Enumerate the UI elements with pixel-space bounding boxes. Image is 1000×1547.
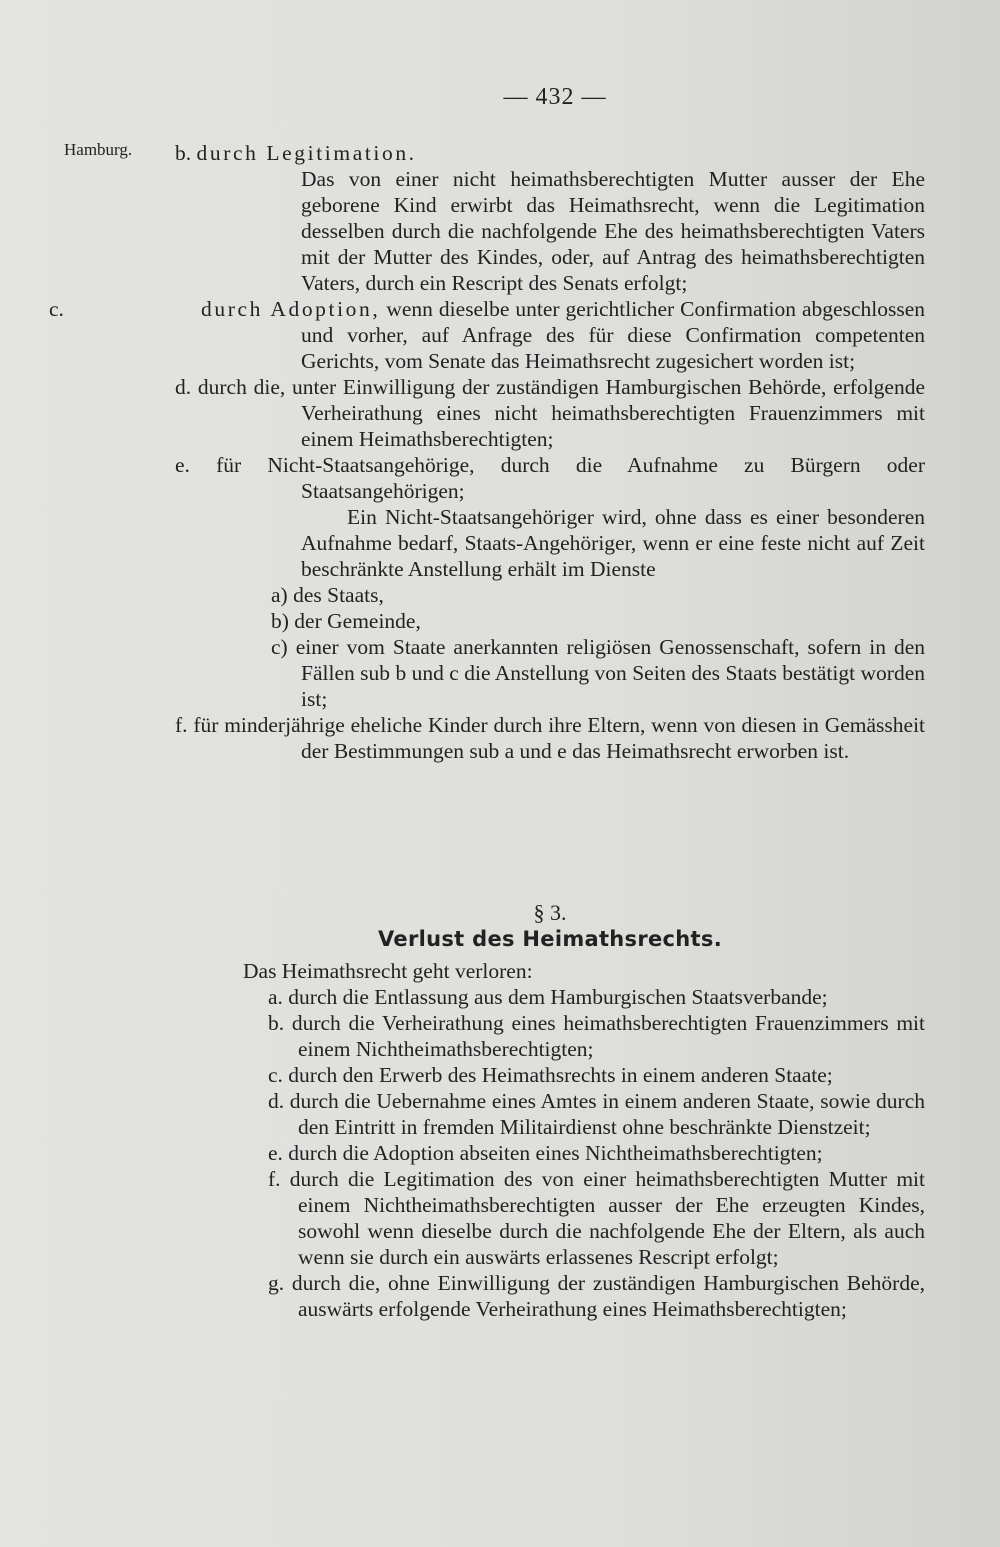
item-e-paragraph: Ein Nicht-Staatsangehöriger wird, ohne dass es einer besonderen Aufnahme bedarf, Staats-Angehöriger, wenn er eine feste nicht auf Zeit beschränkte Anstellung erhält im Dienste — [301, 505, 925, 581]
loss-e-text: durch die Adoption abseiten eines Nichtheimathsberechtigten; — [288, 1141, 823, 1165]
item-c-heading: durch Adoption, — [201, 297, 381, 321]
section-intro: Das Heimathsrecht geht verloren: — [243, 959, 533, 983]
item-f-letter: f. — [175, 713, 188, 737]
loss-e-letter: e. — [268, 1141, 283, 1165]
sub-b-text: der Gemeinde, — [294, 609, 421, 633]
loss-a-text: durch die Entlassung aus dem Hamburgischen Staatsverbande; — [288, 985, 828, 1009]
item-d-letter: d. — [175, 375, 192, 399]
loss-c-text: durch den Erwerb des Heimathsrechts in einem anderen Staate; — [288, 1063, 833, 1087]
section-2-continued — [49, 140, 926, 764]
loss-item-a — [240, 984, 925, 1010]
item-c — [49, 296, 925, 374]
loss-f-letter: f. — [268, 1167, 281, 1191]
sub-c-letter: c) — [271, 635, 288, 659]
section-number: § 3. — [533, 900, 567, 925]
loss-item-g — [240, 1270, 925, 1322]
section-title: Verlust des Heimathsrechts. — [378, 927, 722, 951]
item-d — [175, 374, 925, 452]
loss-item-b — [240, 1010, 925, 1062]
loss-item-f — [240, 1166, 925, 1270]
loss-b-letter: b. — [268, 1011, 285, 1035]
loss-c-letter: c. — [268, 1063, 283, 1087]
item-b-heading-line — [175, 140, 925, 166]
loss-item-d — [240, 1088, 925, 1140]
item-e — [175, 452, 925, 504]
item-b-heading: durch Legitimation. — [196, 141, 417, 165]
item-e-text: für Nicht-Staatsangehörige, durch die Aufnahme zu Bürgern oder Staatsangehörigen; — [216, 453, 925, 503]
margin-note: Hamburg. — [64, 140, 133, 159]
loss-f-text: durch die Legitimation des von einer heimathsberechtigten Mutter mit einem Nichtheimathsberechtigten ausser der Ehe erzeugten Kindes, sowohl wenn dieselbe durch die nachfolgende Ehe der Eltern, als auch wenn sie durch ein auswärts erlassenes Rescript erfolgt; — [289, 1167, 925, 1269]
sub-b-letter: b) — [271, 609, 289, 633]
loss-d-letter: d. — [268, 1089, 285, 1113]
sub-a-letter: a) — [271, 583, 288, 607]
item-f — [175, 712, 925, 764]
loss-d-text: durch die Uebernahme eines Amtes in einem anderen Staate, sowie durch den Eintritt in fremden Militairdienst ohne beschränkte Dienstzeit; — [289, 1089, 925, 1139]
item-d-text: durch die, unter Einwilligung der zuständigen Hamburgischen Behörde, erfolgende Verheirathung eines nicht heimathsberechtigten Frauenzimmers mit einem Heimathsberechtigten; — [197, 375, 926, 451]
loss-g-letter: g. — [268, 1271, 285, 1295]
loss-a-letter: a. — [268, 985, 283, 1009]
loss-item-c — [240, 1062, 925, 1088]
loss-list — [240, 984, 925, 1322]
item-e-sub-b — [175, 608, 925, 634]
item-e-letter: e. — [175, 453, 190, 477]
item-b-text: Das von einer nicht heimathsberechtigten Mutter ausser der Ehe geborene Kind erwirbt das Heimathsrecht, wenn die Legitimation desselben durch die nachfolgende Ehe des heimathsberechtigten Vaters mit der Mutter des Kindes, oder, auf Antrag des heimathsberechtigten Vaters, durch ein Rescript des Senats erfolgt; — [301, 167, 925, 295]
loss-item-e — [240, 1140, 925, 1166]
item-b-letter: b. — [175, 141, 192, 165]
loss-b-text: durch die Verheirathung eines heimathsberechtigten Frauenzimmers mit einem Nichtheimathsberechtigten; — [291, 1011, 925, 1061]
item-e-sub-c — [175, 634, 925, 712]
item-c-text: wenn dieselbe unter gerichtlicher Confirmation abgeschlossen und vorher, auf Anfrage des für diese Confirmation competenten Gerichts, vom Senate das Heimathsrecht zugesichert worden ist; — [301, 297, 925, 373]
item-c-letter: c. — [49, 297, 64, 321]
loss-g-text: durch die, ohne Einwilligung der zuständigen Hamburgischen Behörde, auswärts erfolgende Verheirathung eines Heimathsberechtigten; — [291, 1271, 925, 1321]
sub-a-text: des Staats, — [293, 583, 384, 607]
item-e-sub-a — [175, 582, 925, 608]
item-f-text: für minderjährige eheliche Kinder durch ihre Eltern, wenn von diesen in Gemässheit der Bestimmungen sub a und e das Heimathsrecht erworben ist. — [193, 713, 926, 763]
page-number: — 432 — — [503, 84, 607, 110]
sub-c-text: einer vom Staate anerkannten religiösen Genossenschaft, sofern in den Fällen sub b und c die Anstellung von Seiten des Staats bestätigt worden ist; — [295, 635, 925, 711]
